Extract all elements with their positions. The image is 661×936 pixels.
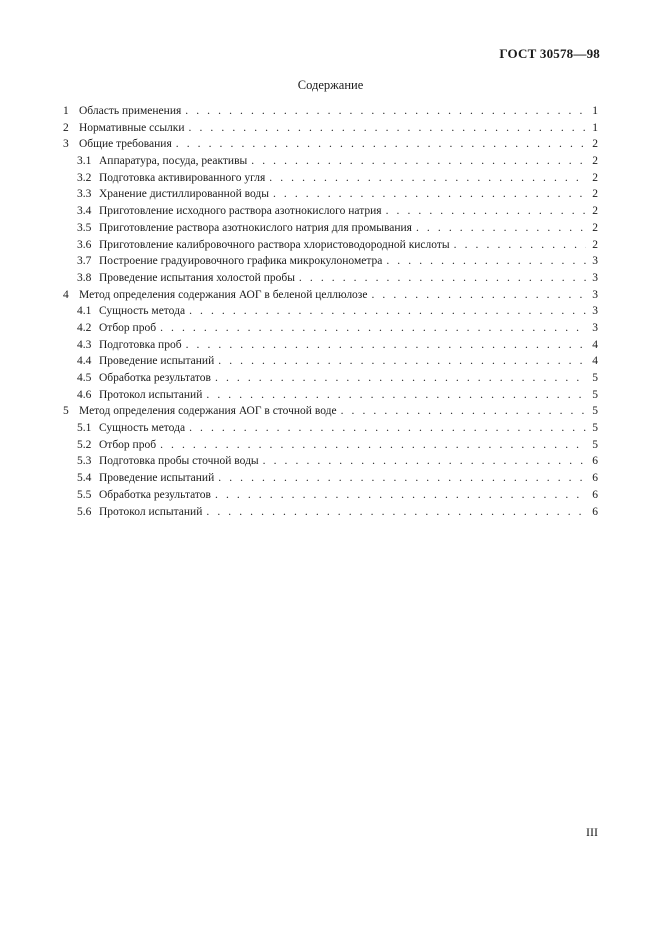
dot-leader: [416, 220, 586, 237]
dot-leader: [454, 237, 586, 254]
toc-entry-page: 3: [592, 321, 598, 334]
toc-entry-label: Подготовка проб: [99, 338, 182, 351]
toc-entry: [63, 353, 598, 370]
toc-entry-number: 5: [63, 405, 69, 418]
dot-leader: [189, 420, 586, 437]
dot-leader: [273, 186, 586, 203]
toc-entry-page: 6: [592, 455, 598, 468]
toc-entry-page: 5: [592, 372, 598, 384]
toc-entry-page: 5: [592, 405, 598, 418]
toc-entry-label: Обработка результатов: [99, 488, 211, 501]
toc-entry-number: 5.2: [77, 438, 92, 451]
toc-entry: [63, 437, 598, 454]
page-title: Содержание: [297, 78, 364, 92]
toc-entry-number: 4.5: [77, 372, 92, 384]
dot-leader: [269, 170, 586, 187]
toc-entry-label: Отбор проб: [99, 321, 157, 334]
toc-entry-number: 3.3: [77, 188, 92, 201]
toc-entry-page: 1: [592, 121, 598, 134]
toc-entry-page: 3: [592, 255, 598, 268]
dot-leader: [299, 270, 586, 287]
toc-entry-label: Приготовление раствора азотнокислого натрия для промывания: [99, 221, 412, 234]
dot-leader: [160, 320, 586, 337]
toc-entry-page: 2: [592, 155, 598, 168]
toc-entry: [63, 470, 598, 487]
toc-entry-label: Проведение испытания холостой пробы: [99, 271, 295, 284]
toc-entry-page: 5: [592, 438, 598, 451]
toc-entry-page: 6: [592, 488, 598, 501]
dot-leader: [206, 504, 586, 521]
toc-entry: [63, 504, 598, 521]
toc-entry-label: Приготовление калибровочного раствора хлористоводородной кислоты: [99, 238, 450, 251]
toc-entry-number: 5.4: [77, 472, 92, 485]
toc-entry-number: 5.5: [77, 488, 92, 501]
dot-leader: [386, 203, 586, 220]
toc-entry-page: 3: [592, 271, 598, 284]
toc-entry-number: 3: [63, 138, 69, 151]
toc-entry-number: 3.6: [77, 238, 92, 251]
toc-entry-number: 5.3: [77, 455, 92, 468]
toc-entry-page: 2: [592, 221, 598, 234]
toc-entry-number: 5.1: [77, 422, 92, 435]
toc-entry-number: 4.3: [77, 338, 92, 351]
toc-entry-label: Проведение испытаний: [99, 472, 215, 485]
toc-entry-label: Подготовка пробы сточной воды: [99, 455, 259, 468]
toc-entry-label: Общие требования: [79, 138, 172, 151]
toc-entry-label: Приготовление исходного раствора азотнокислого натрия: [99, 205, 382, 218]
toc-entry: [63, 203, 598, 220]
toc-entry-label: Нормативные ссылки: [79, 121, 185, 134]
toc-entry-page: 4: [592, 338, 598, 351]
toc-entry-page: 2: [592, 188, 598, 201]
toc-entry-page: 6: [592, 472, 598, 485]
toc-entry-number: 3.2: [77, 171, 92, 184]
page-number: III: [586, 825, 598, 839]
toc-entry-page: 4: [592, 355, 598, 368]
toc-entry: [63, 453, 598, 470]
toc-entry-label: Построение градуировочного графика микрокулонометра: [99, 255, 383, 268]
toc-entry-page: 2: [592, 171, 598, 184]
dot-leader: [371, 287, 586, 304]
toc-entry-label: Проведение испытаний: [99, 355, 215, 368]
toc-entry: [63, 103, 598, 120]
toc-entry: [63, 186, 598, 203]
toc-entry: [63, 320, 598, 337]
toc-entry-label: Протокол испытаний: [99, 388, 203, 401]
toc-entry-number: 4.1: [77, 305, 92, 318]
toc-entry: [63, 136, 598, 153]
toc-entry-number: 3.4: [77, 205, 92, 218]
dot-leader: [185, 103, 586, 120]
dot-leader: [251, 153, 586, 170]
toc-entry-page: 5: [592, 388, 598, 401]
toc-entry: [63, 487, 598, 504]
toc-entry-label: Сущность метода: [99, 422, 186, 435]
toc-entry: [63, 420, 598, 437]
toc-entry-number: 5.6: [77, 505, 92, 518]
dot-leader: [189, 120, 586, 137]
dot-leader: [215, 487, 586, 504]
toc-entry-number: 2: [63, 121, 69, 134]
table-of-contents: [63, 103, 598, 520]
toc-entry-page: 3: [592, 288, 598, 301]
toc-entry-label: Аппаратура, посуда, реактивы: [99, 155, 248, 168]
toc-entry: [63, 303, 598, 320]
toc-entry: [63, 237, 598, 254]
toc-entry-number: 4.2: [77, 321, 92, 334]
toc-entry: [63, 220, 598, 237]
toc-entry: [63, 270, 598, 287]
dot-leader: [215, 370, 586, 387]
dot-leader: [189, 303, 586, 320]
dot-leader: [218, 353, 586, 370]
dot-leader: [341, 403, 586, 420]
toc-entry-page: 2: [592, 238, 598, 251]
toc-entry: [63, 170, 598, 187]
toc-entry-page: 2: [592, 205, 598, 218]
toc-entry-page: 5: [592, 422, 598, 435]
toc-entry-page: 1: [592, 105, 598, 117]
dot-leader: [263, 453, 586, 470]
toc-entry: [63, 370, 598, 387]
toc-entry-number: 3.1: [77, 155, 92, 168]
toc-entry-label: Хранение дистиллированной воды: [99, 188, 269, 201]
toc-entry-label: Метод определения содержания АОГ в сточной воде: [79, 405, 337, 418]
toc-entry-label: Область применения: [79, 105, 182, 117]
toc-entry-number: 3.8: [77, 271, 92, 284]
document-code: ГОСТ 30578—98: [499, 46, 600, 61]
dot-leader: [206, 387, 586, 404]
dot-leader: [218, 470, 586, 487]
toc-entry-page: 6: [592, 505, 598, 518]
toc-entry-number: 4: [63, 288, 69, 301]
toc-entry: [63, 253, 598, 270]
toc-entry-number: 3.7: [77, 255, 92, 268]
toc-entry-page: 3: [592, 305, 598, 318]
toc-entry: [63, 403, 598, 420]
dot-leader: [160, 437, 586, 454]
toc-entry-label: Обработка результатов: [99, 372, 211, 384]
toc-entry-number: 1: [63, 105, 69, 117]
toc-entry: [63, 153, 598, 170]
toc-entry: [63, 337, 598, 354]
dot-leader: [386, 253, 586, 270]
toc-entry-label: Протокол испытаний: [99, 505, 203, 518]
toc-entry-label: Сущность метода: [99, 305, 186, 318]
toc-entry: [63, 387, 598, 404]
toc-entry-page: 2: [592, 138, 598, 151]
toc-entry: [63, 120, 598, 137]
toc-entry-number: 4.6: [77, 388, 92, 401]
dot-leader: [186, 337, 586, 354]
toc-entry: [63, 287, 598, 304]
toc-entry-label: Подготовка активированного угля: [99, 171, 266, 184]
toc-entry-label: Метод определения содержания АОГ в беленой целлюлозе: [79, 288, 368, 301]
dot-leader: [176, 136, 586, 153]
toc-entry-number: 3.5: [77, 221, 92, 234]
toc-entry-number: 4.4: [77, 355, 92, 368]
toc-entry-label: Отбор проб: [99, 438, 157, 451]
